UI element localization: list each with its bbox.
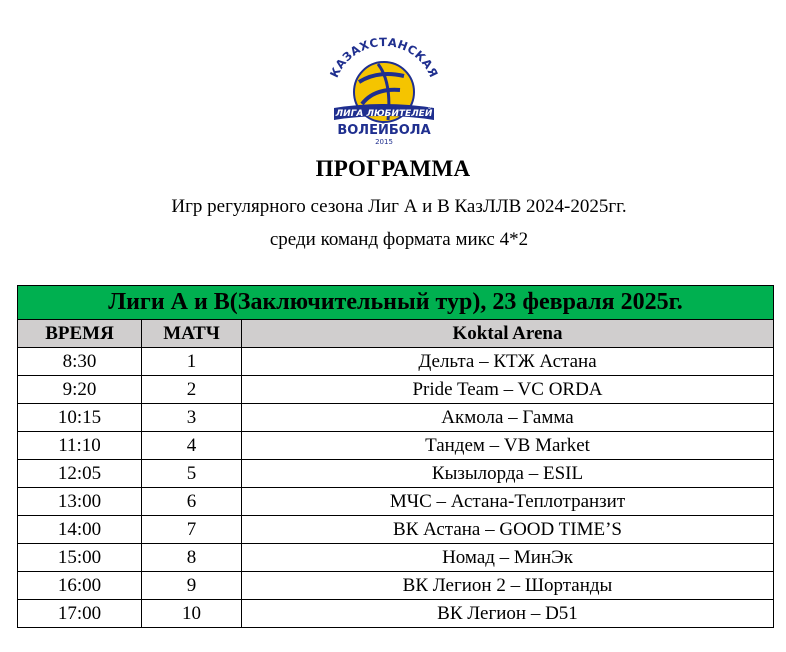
cell-match: 4 (142, 432, 242, 460)
table-row (18, 488, 774, 516)
page-title: ПРОГРАММА (315, 156, 471, 181)
cell-time: 15:00 (18, 544, 142, 572)
cell-match: 8 (142, 544, 242, 572)
cell-time: 17:00 (18, 600, 142, 628)
cell-match: 1 (142, 348, 242, 376)
table-row (18, 600, 774, 628)
logo-ribbon-text: ЛИГА ЛЮБИТЕЛЕЙ (335, 109, 433, 119)
logo-year: 2015 (375, 138, 393, 146)
subtitle-line1: Игр регулярного сезона Лиг А и В КазЛЛВ 2024-2025гг. (171, 196, 627, 217)
cell-teams: Дельта – КТЖ Астана (242, 348, 774, 376)
table-row (18, 572, 774, 600)
table-row (18, 348, 774, 376)
cell-time: 14:00 (18, 516, 142, 544)
cell-match: 10 (142, 600, 242, 628)
cell-teams: МЧС – Астана-Теплотранзит (242, 488, 774, 516)
cell-teams: ВК Легион 2 – Шортанды (242, 572, 774, 600)
cell-time: 16:00 (18, 572, 142, 600)
table-row (18, 432, 774, 460)
table-row (18, 544, 774, 572)
cell-teams: Тандем – VB Market (242, 432, 774, 460)
table-row (18, 460, 774, 488)
cell-teams: Pride Team – VC ORDA (242, 376, 774, 404)
cell-match: 2 (142, 376, 242, 404)
header-time: ВРЕМЯ (18, 320, 142, 348)
table-banner-row (18, 286, 774, 320)
cell-time: 11:10 (18, 432, 142, 460)
logo-name-text: ВОЛЕЙБОЛА (337, 123, 431, 138)
cell-teams: Акмола – Гамма (242, 404, 774, 432)
cell-time: 10:15 (18, 404, 142, 432)
cell-teams: ВК Легион – D51 (242, 600, 774, 628)
cell-match: 7 (142, 516, 242, 544)
cell-match: 9 (142, 572, 242, 600)
cell-time: 13:00 (18, 488, 142, 516)
cell-time: 12:05 (18, 460, 142, 488)
cell-match: 5 (142, 460, 242, 488)
league-logo (316, 34, 452, 152)
subtitle-line2: среди команд формата микс 4*2 (269, 229, 529, 250)
cell-time: 8:30 (18, 348, 142, 376)
schedule-table (17, 285, 774, 628)
table-row (18, 516, 774, 544)
header-match: МАТЧ (142, 320, 242, 348)
cell-time: 9:20 (18, 376, 142, 404)
table-row (18, 376, 774, 404)
cell-teams: Кызылорда – ESIL (242, 460, 774, 488)
cell-teams: Номад – МинЭк (242, 544, 774, 572)
cell-match: 6 (142, 488, 242, 516)
table-header-row (18, 320, 774, 348)
cell-match: 3 (142, 404, 242, 432)
header-venue: Koktal Arena (242, 320, 774, 348)
logo-arc-text: КАЗАХСТАНСКАЯ (327, 34, 441, 80)
table-banner: Лиги А и В(Заключительный тур), 23 февраля 2025г. (18, 286, 774, 320)
cell-teams: ВК Астана – GOOD TIME’S (242, 516, 774, 544)
table-row (18, 404, 774, 432)
